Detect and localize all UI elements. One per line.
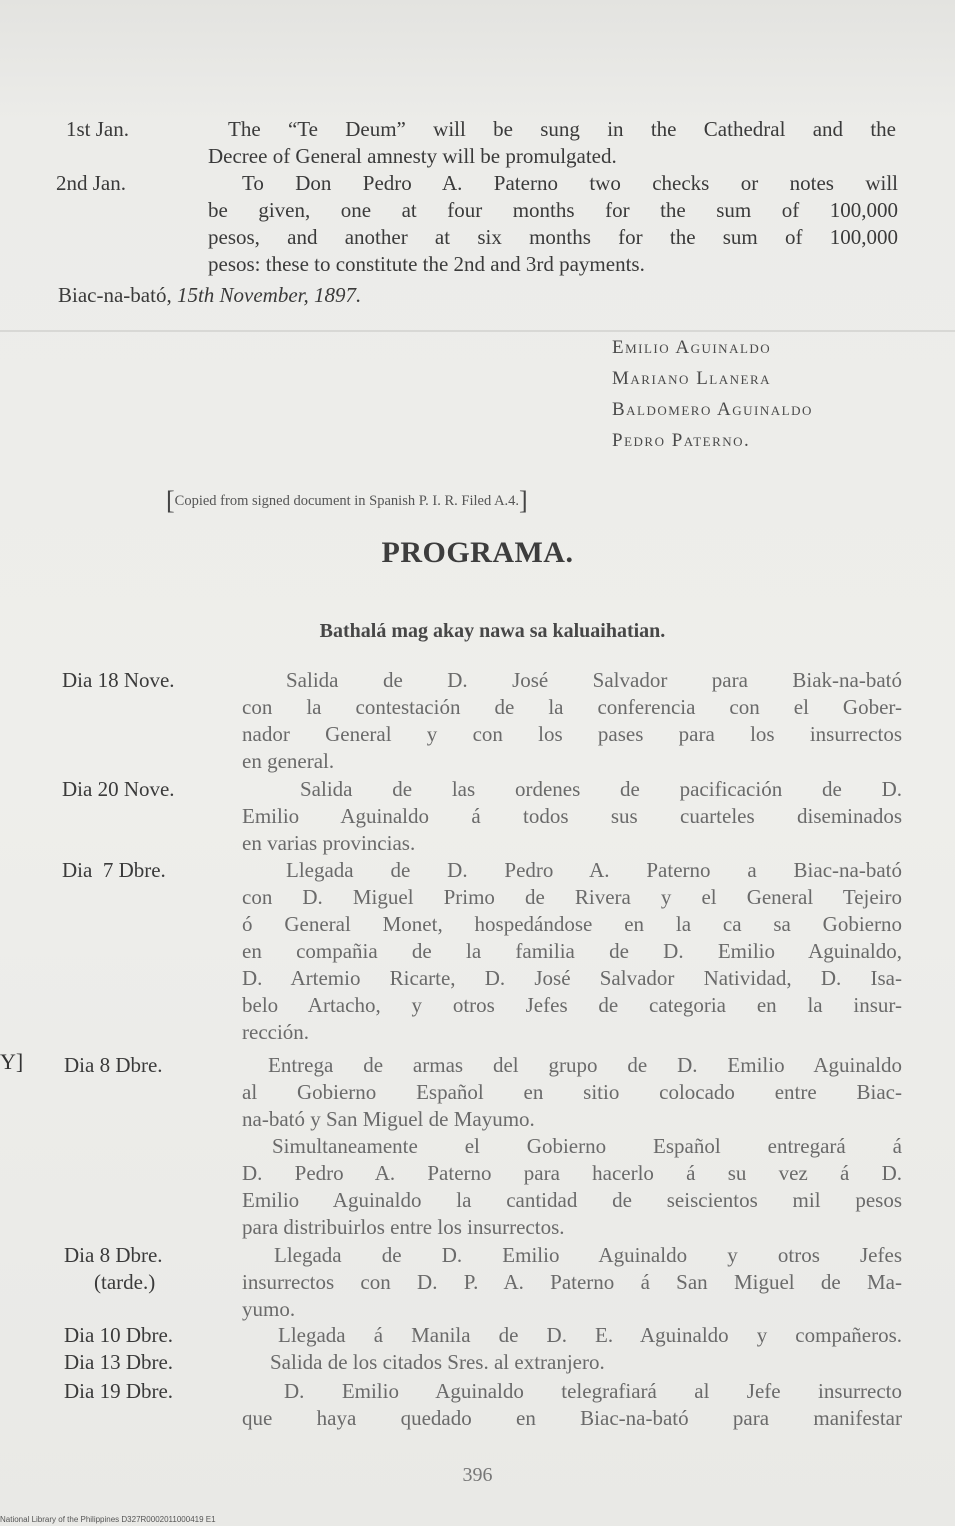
entry-date: Dia 13 Dbre. [64,1350,174,1374]
copied-from-note: [Copied from signed document in Spanish P. I. R. Filed A.4.] [166,486,528,515]
entry-line: na-bató y San Miguel de Mayumo. [242,1107,535,1131]
entry-line: Simultaneamente el Gobierno Español entregará á [272,1134,902,1158]
page-number: 396 [462,1464,493,1486]
entry-date: Dia 20 Nove. [62,777,175,801]
entry-line: en varias provincias. [242,831,416,855]
signatory-name: Baldomero Aguinaldo [612,399,813,420]
entry-line: Emilio Aguinaldo la cantidad de seiscientos mil pesos [242,1188,902,1212]
entry-line: ó General Monet, hospedándose en la ca sa Gobierno [242,912,902,936]
entry-line: con D. Miguel Primo de Rivera y el General Tejeiro [242,885,902,909]
entry-date: 2nd Jan. [56,171,126,195]
date: 15th November, 1897. [176,283,362,307]
copied-note-text: Copied from signed document in Spanish P. I. R. Filed A.4. [174,493,520,509]
signatory-name: Mariano Llanera [612,368,772,389]
entry-line: nador General y con los pases para los insurrectos [242,722,902,746]
entry-line: rección. [242,1020,310,1044]
entry-line: Emilio Aguinaldo á todos sus cuarteles diseminados [242,804,902,828]
entry-line: pesos: these to constitute the 2nd and 3rd payments. [208,252,645,276]
programa-subtitle: Bathalá mag akay nawa sa kaluaihatian. [319,620,666,642]
entry-line: insurrectos con D. P. A. Paterno á San Miguel de Ma- [242,1270,902,1294]
entry-line: con la contestación de la conferencia con el Gober- [242,695,902,719]
entry-date-note: (tarde.) [94,1270,156,1294]
entry-line: Salida de las ordenes de pacificación de D. [300,777,902,801]
entry-line: Decree of General amnesty will be promulgated. [208,144,617,168]
signatory-name: Pedro Paterno. [612,430,751,451]
entry-line: D. Artemio Ricarte, D. José Salvador Natividad, D. Isa- [242,966,902,990]
entry-line: To Don Pedro A. Paterno two checks or notes will [242,171,898,195]
entry-line: Llegada á Manila de D. E. Aguinaldo y compañeros. [278,1323,902,1347]
signatory-name: Emilio Aguinaldo [612,337,772,358]
entry-date: Dia 10 Dbre. [64,1323,174,1347]
entry-line: que haya quedado en Biac-na-bató para manifestar [242,1406,902,1430]
entry-date: Dia 8 Dbre. [64,1053,163,1077]
archive-footer: National Library of the Philippines D327R0002011000419 E1 [0,1515,216,1524]
entry-date: Dia 18 Nove. [62,668,175,692]
entry-line: para distribuirlos entre los insurrectos. [242,1215,565,1239]
place: Biac-na-bató, [58,283,172,307]
entry-line: Llegada de D. Emilio Aguinaldo y otros Jefes [274,1243,902,1267]
entry-line: belo Artacho, y otros Jefes de categoria en la insur- [242,993,902,1017]
entry-line: en general. [242,749,335,773]
entry-date: 1st Jan. [66,117,129,141]
entry-date: Dia 7 Dbre. [62,858,166,882]
entry-line: be given, one at four months for the sum of 100,000 [208,198,898,222]
signatories [612,332,813,456]
entry-line: yumo. [242,1297,296,1321]
programa-title: PROGRAMA. [381,536,574,569]
entry-line: al Gobierno Español en sitio colocado entre Biac- [242,1080,902,1104]
entry-line: D. Emilio Aguinaldo telegrafiará al Jefe insurrecto [284,1379,902,1403]
entry-date: Dia 19 Dbre. [64,1379,174,1403]
entry-line: D. Pedro A. Paterno para hacerlo á su vez á D. [242,1161,902,1185]
entry-line: en compañia de la familia de D. Emilio Aguinaldo, [242,939,902,963]
entry-line: The “Te Deum” will be sung in the Cathedral and the [228,117,896,141]
entry-date: Dia 8 Dbre. [64,1243,163,1267]
margin-mark: Y] [0,1049,24,1074]
entry-line: Llegada de D. Pedro A. Paterno a Biac-na-bató [286,858,902,882]
entry-line: pesos, and another at six months for the sum of 100,000 [208,225,898,249]
entry-line: Salida de D. José Salvador para Biak-na-bató [286,668,902,692]
entry-line: Salida de los citados Sres. al extranjero. [270,1350,605,1374]
entry-line: Entrega de armas del grupo de D. Emilio Aguinaldo [268,1053,902,1077]
